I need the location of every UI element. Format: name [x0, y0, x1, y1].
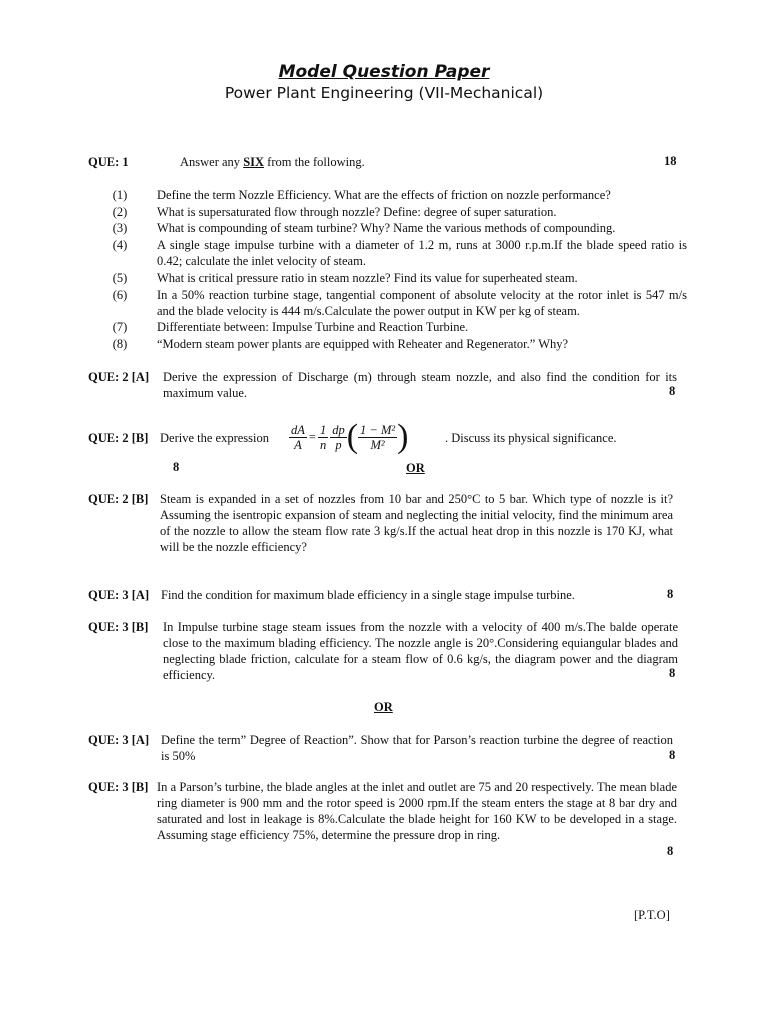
q3a-marks: 8	[667, 587, 674, 601]
q1-label: QUE: 1	[88, 155, 129, 169]
q2b-alt-label: QUE: 2 [B]	[88, 492, 149, 506]
q1-item-text: What is critical pressure ratio in steam nozzle? Find its value for superheated steam.	[157, 271, 578, 285]
q1-item-num: (7)	[112, 320, 128, 334]
q3b-alt-text: In a Parson’s turbine, the blade angles at the inlet and outlet are 75 and 20 respectively. The mean blade ring diameter is 900 mm and the rotor speed is 2000 rpm.If the steam enters the stage at 8 bar dry and saturated and lost in leakage is 8%.Calculate the blade height for 160 KW to be developed in a stage. Assuming stage efficiency 75%, determine the pressure drop in ring.	[157, 780, 677, 842]
q2b-text-post: . Discuss its physical significance.	[445, 431, 617, 445]
q2b-text-pre: Derive the expression	[160, 431, 269, 445]
q3a-text: Find the condition for maximum blade efficiency in a single stage impulse turbine.	[161, 588, 575, 602]
q1-item-text: What is supersaturated flow through nozzle? Define: degree of super saturation.	[157, 205, 557, 219]
nozzle-area-equation: $\frac{dA}{A}$ = $\frac{1}{n}$ $\frac{dp}{p}$ ( $\frac{\text{1 − M²}}{\text{M²}}$ )	[291, 418, 409, 455]
q2a-text: Derive the expression of Discharge (m) through steam nozzle, and also find the condition for its maximum value.	[163, 370, 677, 400]
q1-item-num: (2)	[112, 205, 128, 219]
q3a-label: QUE: 3 [A]	[88, 588, 150, 602]
q1-six: SIX	[243, 155, 265, 169]
page-subtitle: Power Plant Engineering (VII-Mechanical)	[224, 84, 544, 102]
q2b-label: QUE: 2 [B]	[88, 431, 149, 445]
q1-instruction: Answer any SIX from the following.	[180, 155, 365, 169]
q3a-alt-label: QUE: 3 [A]	[88, 733, 150, 747]
q1-item-num: (5)	[112, 271, 128, 285]
q1-item-text: In a 50% reaction turbine stage, tangential component of absolute velocity at the rotor inlet is 547 m/s and the blade velocity is 444 m/s.Calculate the power output in KW per kg of steam.	[157, 288, 687, 318]
q2b-marks: 8	[173, 460, 180, 474]
q1-item-text: Differentiate between: Impulse Turbine and Reaction Turbine.	[157, 320, 469, 334]
q1-item-num: (4)	[112, 238, 128, 252]
pto-note: [P.T.O]	[634, 908, 670, 922]
q1-item-text: A single stage impulse turbine with a diameter of 1.2 m, runs at 3000 r.p.m.If the blade speed ratio is 0.42; calculate the inlet velocity of steam.	[157, 238, 687, 268]
page-title: Model Question Paper	[278, 62, 490, 82]
q1-item-num: (8)	[112, 337, 128, 351]
q1-item-num: (3)	[112, 221, 128, 235]
q1-item-num: (1)	[112, 188, 128, 202]
q3a-alt-text: Define the term” Degree of Reaction”. Show that for Parson’s reaction turbine the degree of reaction is 50%	[161, 733, 673, 763]
q2b-alt-text: Steam is expanded in a set of nozzles from 10 bar and 250°C to 5 bar. Which type of nozzle is it? Assuming the isentropic expansion of steam and neglecting the initial velocity, find the minimum area of the nozzle to allow the steam flow rate 3 kg/s.If the actual heat drop in this nozzle is 170 KJ, what will be the nozzle efficiency?	[160, 492, 673, 554]
or-divider: OR	[406, 461, 425, 475]
q1-item-text: What is compounding of steam turbine? Why? Name the various methods of compounding.	[157, 221, 616, 235]
q3a-alt-marks: 8	[669, 748, 676, 762]
q2a-label: QUE: 2 [A]	[88, 370, 150, 384]
q1-item-text: Define the term Nozzle Efficiency. What are the effects of friction on nozzle performance?	[157, 188, 611, 202]
q3b-label: QUE: 3 [B]	[88, 620, 149, 634]
q1-marks: 18	[664, 154, 677, 168]
q3b-alt-marks: 8	[667, 844, 674, 858]
q1-item-num: (6)	[112, 288, 128, 302]
q2a-marks: 8	[669, 384, 676, 398]
or-divider: OR	[374, 700, 393, 714]
q3b-marks: 8	[669, 666, 676, 680]
q3b-text: In Impulse turbine stage steam issues from the nozzle with a velocity of 400 m/s.The balde operate close to the maximum blading efficiency. The nozzle angle is 20°.Considering equiangular blades and neglecting blade friction, calculate for a steam flow of 0.6 kg/s, the diagram power and the diagram efficiency.	[163, 620, 678, 682]
q3b-alt-label: QUE: 3 [B]	[88, 780, 149, 794]
q1-item-text: “Modern steam power plants are equipped with Reheater and Regenerator.” Why?	[157, 337, 569, 351]
